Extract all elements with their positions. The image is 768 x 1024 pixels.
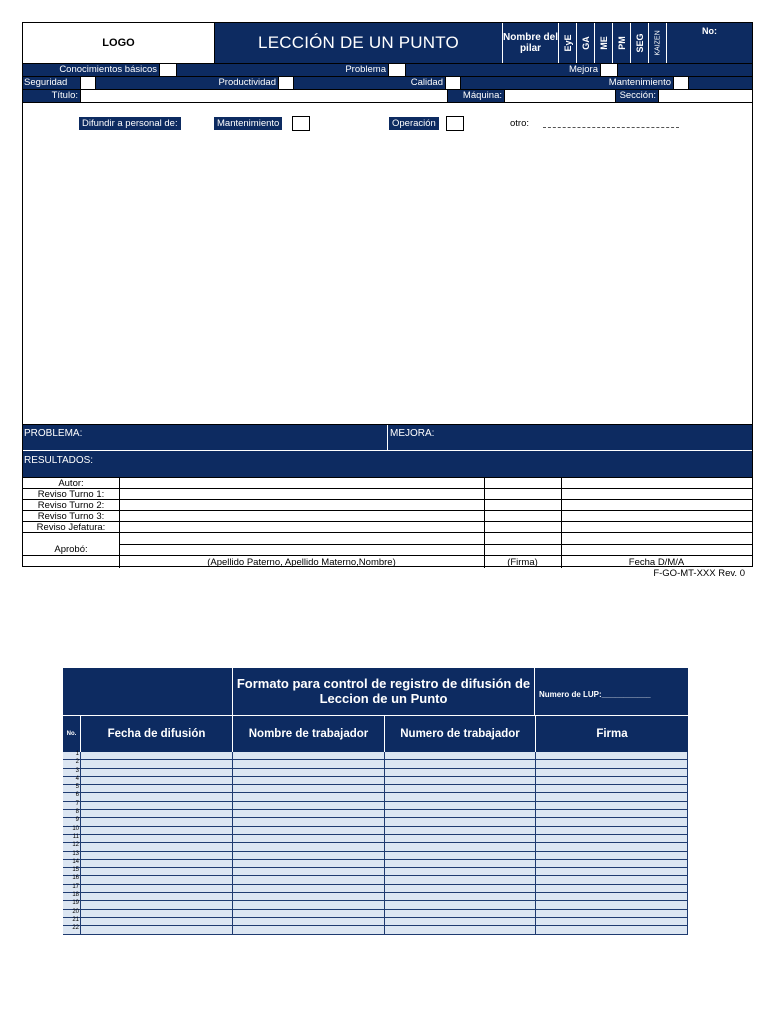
row-edge (687, 760, 688, 768)
table-row[interactable] (63, 901, 688, 909)
fecha-caption: Fecha D/M/A (628, 557, 685, 568)
seccion-field[interactable] (658, 90, 752, 102)
aprobo-divider (119, 544, 752, 545)
row-edge (687, 810, 688, 818)
table-cell[interactable] (384, 818, 535, 826)
signature-row[interactable] (23, 500, 752, 511)
row-number: 17 (72, 883, 79, 890)
registro-title: Formato para control de registro de difusión de Leccion de un Punto (232, 668, 535, 715)
row-number: 3 (75, 767, 79, 774)
table-cell[interactable] (384, 769, 535, 777)
table-cell[interactable] (232, 860, 384, 868)
table-cell[interactable] (384, 893, 535, 901)
table-cell[interactable] (535, 918, 688, 926)
table-cell[interactable] (80, 752, 232, 760)
table-cell[interactable] (80, 852, 232, 860)
column-divider (561, 478, 562, 568)
table-cell[interactable] (384, 835, 535, 843)
registro-header (63, 668, 688, 715)
table-row[interactable] (63, 785, 688, 793)
row-edge (687, 885, 688, 893)
table-cell[interactable] (80, 835, 232, 843)
signature-row[interactable] (23, 511, 752, 522)
pilar-eye[interactable] (558, 23, 576, 63)
table-cell[interactable] (232, 793, 384, 801)
table-cell[interactable] (80, 926, 232, 934)
table-row[interactable] (63, 802, 688, 810)
row-edge (687, 860, 688, 868)
table-row[interactable] (63, 852, 688, 860)
row-number: 21 (72, 916, 79, 923)
table-cell[interactable] (80, 843, 232, 851)
titulo-field[interactable] (80, 90, 448, 102)
row-edge (687, 777, 688, 785)
row-number: 7 (75, 800, 79, 807)
table-cell[interactable] (232, 885, 384, 893)
category-row-1 (23, 63, 752, 76)
table-cell[interactable] (535, 810, 688, 818)
maquina-label: Máquina: (448, 90, 504, 102)
table-cell[interactable] (535, 926, 688, 934)
table-cell[interactable] (535, 785, 688, 793)
form-code: F-GO-MT-XXX Rev. 0 (653, 568, 745, 579)
table-cell[interactable] (535, 910, 688, 918)
pilar-kaizen-label: KAIZEN (654, 30, 661, 56)
table-cell[interactable] (384, 752, 535, 760)
row-number: 5 (75, 784, 79, 791)
row-number: 15 (72, 867, 79, 874)
table-cell[interactable] (232, 918, 384, 926)
registro-table (63, 668, 688, 1024)
signature-block (23, 477, 752, 567)
row-edge (687, 843, 688, 851)
seguridad-label: Seguridad (23, 77, 80, 89)
row-number: 8 (75, 809, 79, 816)
table-cell[interactable] (232, 852, 384, 860)
table-cell[interactable] (232, 876, 384, 884)
table-cell[interactable] (535, 752, 688, 760)
table-cell[interactable] (384, 918, 535, 926)
table-cell[interactable] (535, 852, 688, 860)
row-edge (687, 835, 688, 843)
table-row[interactable] (63, 818, 688, 826)
table-cell[interactable] (80, 802, 232, 810)
firma-caption: (Firma) (507, 557, 538, 568)
table-cell[interactable] (535, 769, 688, 777)
row-number: 10 (72, 825, 79, 832)
table-cell[interactable] (232, 893, 384, 901)
conocimientos-checkbox[interactable] (159, 64, 177, 76)
table-cell[interactable] (535, 835, 688, 843)
table-row[interactable] (63, 868, 688, 876)
table-cell[interactable] (80, 760, 232, 768)
operacion-option-checkbox[interactable] (446, 116, 464, 131)
row-edge (687, 910, 688, 918)
table-cell[interactable] (535, 760, 688, 768)
signature-label: Reviso Turno 1: (37, 489, 105, 500)
problema-section-label: PROBLEMA: (24, 428, 83, 439)
table-cell[interactable] (232, 802, 384, 810)
column-divider (119, 478, 120, 568)
row-number: 6 (75, 792, 79, 799)
table-cell[interactable] (384, 802, 535, 810)
resultados-section[interactable] (23, 450, 752, 477)
lup-number-label: No: (702, 26, 717, 36)
nombre-caption: (Apellido Paterno, Apellido Materno,Nombre) (207, 557, 396, 568)
table-cell[interactable] (535, 802, 688, 810)
table-cell[interactable] (80, 876, 232, 884)
row-edge (687, 893, 688, 901)
table-cell[interactable] (384, 852, 535, 860)
table-row[interactable] (63, 777, 688, 785)
table-cell[interactable] (384, 785, 535, 793)
table-cell[interactable] (384, 876, 535, 884)
table-cell[interactable] (384, 810, 535, 818)
table-row[interactable] (63, 885, 688, 893)
row-edge (687, 752, 688, 760)
table-cell[interactable] (232, 835, 384, 843)
table-row[interactable] (63, 926, 688, 934)
table-cell[interactable] (80, 827, 232, 835)
row2-filler (689, 77, 752, 89)
row1-filler (618, 64, 752, 76)
row-edge (687, 769, 688, 777)
table-row[interactable] (63, 827, 688, 835)
row-number: 19 (72, 900, 79, 907)
logo: LOGO (23, 23, 215, 63)
table-cell[interactable] (80, 793, 232, 801)
table-cell[interactable] (232, 752, 384, 760)
table-cell[interactable] (80, 769, 232, 777)
row-edge (687, 793, 688, 801)
table-cell[interactable] (384, 901, 535, 909)
mantenimiento-option-label: Mantenimiento (214, 117, 282, 130)
table-cell[interactable] (535, 885, 688, 893)
table-cell[interactable] (384, 827, 535, 835)
column-header-nombre: Nombre de trabajador (232, 716, 384, 752)
conocimientos-label: Conocimientos básicos (23, 64, 159, 76)
column-header-fecha: Fecha de difusión (80, 716, 232, 752)
signature-row[interactable] (23, 522, 752, 533)
maquina-field[interactable] (504, 90, 616, 102)
table-cell[interactable] (80, 885, 232, 893)
productividad-label: Productividad (96, 77, 278, 89)
pilar-pm-label: PM (616, 36, 627, 50)
row-edge (687, 868, 688, 876)
mantenimiento-option-checkbox[interactable] (292, 116, 310, 131)
category-row-2 (23, 76, 752, 89)
table-row[interactable] (63, 835, 688, 843)
row-edge (687, 852, 688, 860)
table-cell[interactable] (80, 868, 232, 876)
lup-form (22, 22, 753, 567)
row-number: 4 (75, 775, 79, 782)
table-cell[interactable] (384, 777, 535, 785)
mejora-category-label: Mejora (406, 64, 600, 76)
table-cell[interactable] (384, 760, 535, 768)
mejora-section[interactable] (387, 425, 752, 450)
table-cell[interactable] (535, 901, 688, 909)
otro-label: otro: (510, 118, 530, 129)
table-row[interactable] (63, 918, 688, 926)
row-number: 2 (75, 759, 79, 766)
table-row[interactable] (63, 810, 688, 818)
aprobo-label: Aprobó: (54, 544, 88, 555)
table-cell[interactable] (535, 827, 688, 835)
row-edge (687, 802, 688, 810)
row-number: 12 (72, 842, 79, 849)
table-cell[interactable] (80, 901, 232, 909)
problema-category-label: Problema (177, 64, 388, 76)
column-header-no: No. (66, 731, 77, 737)
table-row[interactable] (63, 893, 688, 901)
table-cell[interactable] (232, 769, 384, 777)
pilar-kaizen[interactable] (648, 23, 666, 63)
table-row[interactable] (63, 876, 688, 884)
table-cell[interactable] (80, 918, 232, 926)
table-cell[interactable] (384, 793, 535, 801)
registro-rows (63, 752, 688, 935)
table-cell[interactable] (384, 926, 535, 934)
productividad-checkbox[interactable] (278, 77, 294, 89)
row-edge (687, 827, 688, 835)
difundir-label: Difundir a personal de: (79, 117, 181, 130)
calidad-label: Calidad (294, 77, 445, 89)
mejora-section-label: MEJORA: (390, 428, 435, 439)
table-row[interactable] (63, 793, 688, 801)
table-row[interactable] (63, 860, 688, 868)
table-cell[interactable] (384, 868, 535, 876)
table-cell[interactable] (80, 860, 232, 868)
table-cell[interactable] (232, 827, 384, 835)
pilar-ga[interactable] (576, 23, 594, 63)
pilar-me-label: ME (598, 36, 609, 50)
row-edge (687, 818, 688, 826)
row-number: 13 (72, 850, 79, 857)
pilar-seg[interactable] (630, 23, 648, 63)
signature-label: Reviso Turno 2: (37, 500, 105, 511)
table-cell[interactable] (232, 926, 384, 934)
table-cell[interactable] (384, 860, 535, 868)
table-row[interactable] (63, 760, 688, 768)
row-edge (687, 926, 688, 934)
seguridad-checkbox[interactable] (80, 77, 96, 89)
table-row[interactable] (63, 910, 688, 918)
mantenimiento-category-label: Mantenimiento (461, 77, 673, 89)
calidad-checkbox[interactable] (445, 77, 461, 89)
row-edge (687, 876, 688, 884)
row-number: 9 (75, 817, 79, 824)
lup-content-area[interactable] (23, 102, 752, 424)
table-cell[interactable] (535, 843, 688, 851)
table-row[interactable] (63, 752, 688, 760)
row-number: 14 (72, 858, 79, 865)
mejora-checkbox[interactable] (600, 64, 618, 76)
table-cell[interactable] (384, 910, 535, 918)
mantenimiento-checkbox[interactable] (673, 77, 689, 89)
row-edge (687, 901, 688, 909)
otro-field[interactable] (543, 127, 679, 128)
table-cell[interactable] (535, 893, 688, 901)
row-number: 18 (72, 892, 79, 899)
table-cell[interactable] (535, 818, 688, 826)
table-cell[interactable] (232, 818, 384, 826)
table-cell[interactable] (535, 860, 688, 868)
table-cell[interactable] (232, 843, 384, 851)
pilar-pm[interactable] (612, 23, 630, 63)
seccion-label: Sección: (616, 90, 658, 102)
pilar-seg-label: SEG (634, 33, 645, 53)
lup-header (23, 23, 752, 63)
table-cell[interactable] (232, 760, 384, 768)
table-cell[interactable] (232, 901, 384, 909)
table-cell[interactable] (535, 868, 688, 876)
row-edge (687, 918, 688, 926)
table-cell[interactable] (80, 777, 232, 785)
row-edge (687, 785, 688, 793)
table-cell[interactable] (80, 910, 232, 918)
row-number: 16 (72, 875, 79, 882)
table-cell[interactable] (232, 777, 384, 785)
row-number: 11 (72, 833, 79, 840)
problema-section[interactable] (23, 425, 387, 450)
pilar-ga-label: GA (580, 36, 591, 50)
pilar-eye-label: EyE (562, 34, 573, 52)
signature-label: Autor: (58, 478, 84, 489)
pilar-label: Nombre del pilar (502, 23, 558, 63)
table-cell[interactable] (535, 793, 688, 801)
table-cell[interactable] (80, 893, 232, 901)
page-title: LECCIÓN DE UN PUNTO (215, 23, 502, 63)
operacion-option-label: Operación (389, 117, 439, 130)
table-cell[interactable] (232, 785, 384, 793)
table-cell[interactable] (384, 885, 535, 893)
lup-number-field[interactable] (666, 23, 752, 63)
table-cell[interactable] (535, 777, 688, 785)
signature-row[interactable] (23, 478, 752, 489)
lup-number-field[interactable]: Numero de LUP:___________ (539, 690, 651, 699)
table-cell[interactable] (535, 876, 688, 884)
table-cell[interactable] (80, 818, 232, 826)
table-cell[interactable] (232, 910, 384, 918)
signature-label: Reviso Jefatura: (36, 522, 106, 533)
column-header-firma: Firma (535, 716, 688, 752)
column-header-numero: Numero de trabajador (384, 716, 535, 752)
table-cell[interactable] (80, 810, 232, 818)
table-cell[interactable] (232, 868, 384, 876)
table-cell[interactable] (232, 810, 384, 818)
row-number: 20 (72, 908, 79, 915)
row-number: 22 (72, 925, 79, 932)
resultados-label: RESULTADOS: (24, 455, 94, 466)
table-row[interactable] (63, 769, 688, 777)
pilar-me[interactable] (594, 23, 612, 63)
table-cell[interactable] (384, 843, 535, 851)
title-row (23, 89, 752, 102)
problema-mejora-row (23, 424, 752, 450)
problema-checkbox[interactable] (388, 64, 406, 76)
registro-column-headers (63, 715, 688, 752)
signature-row[interactable] (23, 489, 752, 500)
titulo-label: Título: (23, 90, 80, 102)
column-divider (484, 478, 485, 568)
row-number: 1 (75, 751, 79, 757)
table-cell[interactable] (80, 785, 232, 793)
signature-label: Reviso Turno 3: (37, 511, 105, 522)
table-row[interactable] (63, 843, 688, 851)
